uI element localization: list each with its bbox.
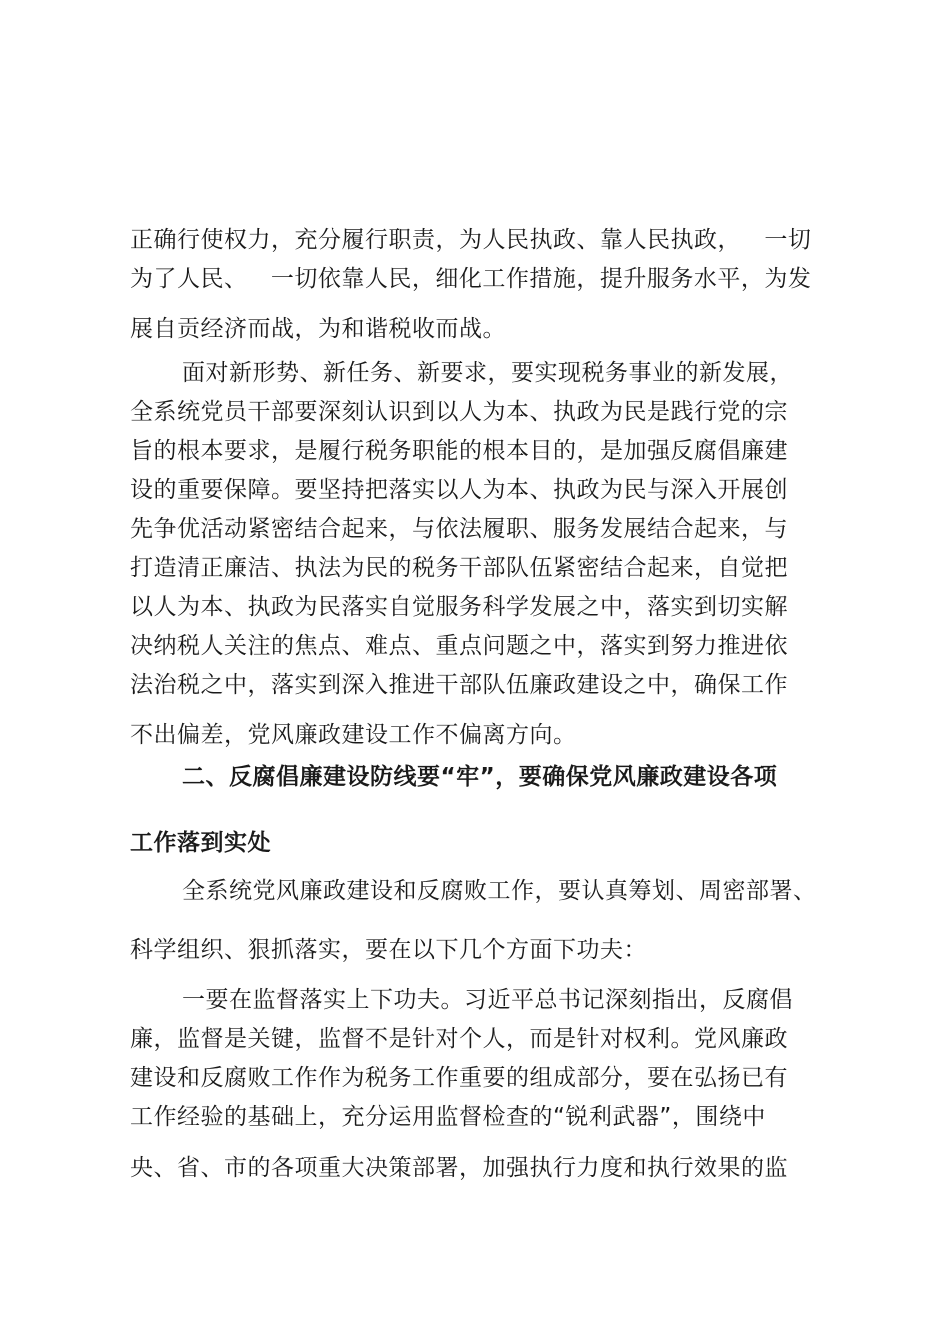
section-heading: 二、反腐倡廉建设防线要“牢”，要确保党风廉政建设各项 (182, 764, 778, 790)
text-line: 工作经验的基础上，充分运用监督检查的“锐利武器”，围绕中 (130, 1104, 766, 1130)
text-line: 廉，监督是关键，监督不是针对个人，而是针对权利。党风廉政 (130, 1026, 788, 1052)
text-line: 决纳税人关注的焦点、难点、重点问题之中，落实到努力推进依 (130, 633, 788, 659)
text-line: 建设和反腐败工作作为税务工作重要的组成部分，要在弘扬已有 (130, 1065, 788, 1091)
text-line: 央、省、市的各项重大决策部署，加强执行力度和执行效果的监 (130, 1155, 788, 1181)
text-line: 法治税之中，落实到深入推进干部队伍廉政建设之中，确保工作 (130, 672, 788, 698)
text-line: 一要在监督落实上下功夫。习近平总书记深刻指出，反腐倡 (182, 987, 793, 1013)
text-line: 以人为本、执政为民落实自觉服务科学发展之中，落实到切实解 (130, 594, 788, 620)
text-line: 全系统党风廉政建设和反腐败工作，要认真筹划、周密部署、 (182, 878, 817, 904)
text-line: 不出偏差，党风廉政建设工作不偏离方向。 (130, 722, 577, 748)
text-line: 面对新形势、新任务、新要求，要实现税务事业的新发展， (182, 360, 793, 386)
text-line: 打造清正廉洁、执法为民的税务干部队伍紧密结合起来，自觉把 (130, 555, 788, 581)
text-line: 展自贡经济而战，为和谐税收而战。 (130, 316, 506, 342)
text-line: 科学组织、狠抓落实，要在以下几个方面下功夫： (130, 937, 647, 963)
text-line: 旨的根本要求，是履行税务职能的根本目的，是加强反腐倡廉建 (130, 438, 788, 464)
text-line: 全系统党员干部要深刻认识到以人为本、执政为民是践行党的宗 (130, 399, 788, 425)
text-line: 先争优活动紧密结合起来，与依法履职、服务发展结合起来，与 (130, 516, 788, 542)
text-line: 正确行使权力，充分履行职责，为人民执政、靠人民执政， 一切 (130, 227, 812, 253)
text-line: 为了人民、 一切依靠人民，细化工作措施，提升服务水平，为发 (130, 266, 812, 292)
section-heading-continued: 工作落到实处 (130, 830, 271, 856)
text-line: 设的重要保障。要坚持把落实以人为本、执政为民与深入开展创 (130, 477, 788, 503)
